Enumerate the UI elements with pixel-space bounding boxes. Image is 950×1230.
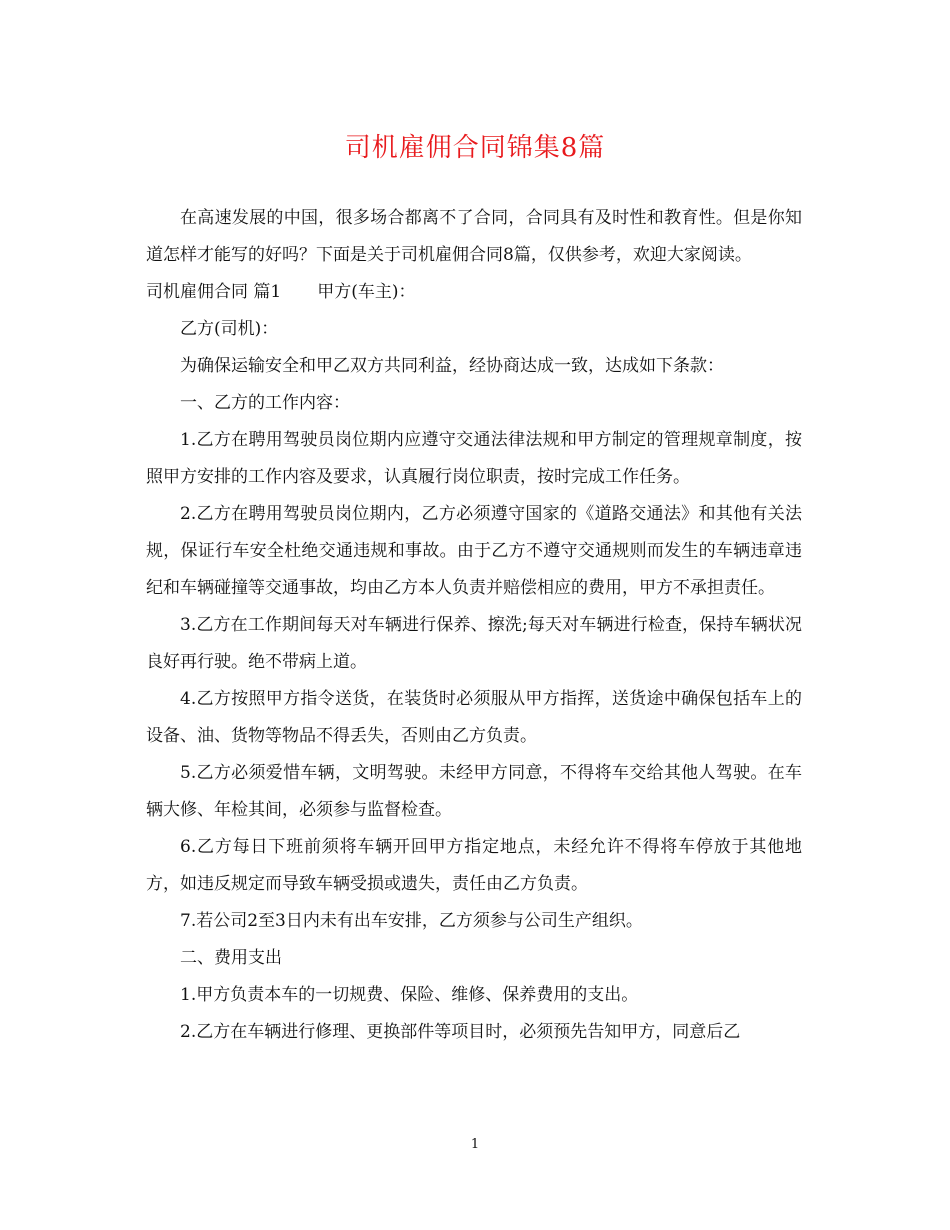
preamble-paragraph: 为确保运输安全和甲乙双方共同利益，经协商达成一致，达成如下条款： bbox=[180, 356, 724, 376]
part1-item: 5.乙方必须爱惜车辆，文明驾驶。未经甲方同意，不得将车交给其他人驾驶。在车辆大修、年检其间，必须参与监督检查。 bbox=[146, 763, 802, 820]
intro-paragraph: 在高速发展的中国，很多场合都离不了合同，合同具有及时性和教育性。但是你知道怎样才能写的好吗？下面是关于司机雇佣合同8篇，仅供参考，欢迎大家阅读。 bbox=[146, 208, 802, 265]
section-heading-line bbox=[146, 274, 802, 311]
page-number: 1 bbox=[470, 1137, 480, 1152]
part2-heading: 二、费用支出 bbox=[180, 948, 282, 968]
party-b-label: 乙方(司机)： bbox=[180, 319, 279, 339]
part1-item: 3.乙方在工作期间每天对车辆进行保养、擦洗;每天对车辆进行检查，保持车辆状况良好再行驶。绝不带病上道。 bbox=[146, 615, 802, 672]
section-heading: 司机雇佣合同 篇1 bbox=[146, 282, 282, 302]
part2-item: 1.甲方负责本车的一切规费、保险、维修、保养费用的支出。 bbox=[180, 985, 639, 1005]
party-a-label: 甲方(车主)： bbox=[317, 282, 416, 302]
part1-item: 4.乙方按照甲方指令送货，在装货时必须服从甲方指挥，送货途中确保包括车上的设备、油、货物等物品不得丢失，否则由乙方负责。 bbox=[146, 689, 802, 746]
document-body bbox=[146, 200, 802, 1051]
part2-item: 2.乙方在车辆进行修理、更换部件等项目时，必须预先告知甲方，同意后乙 bbox=[180, 1022, 741, 1042]
part1-item: 7.若公司2至3日内未有出车安排，乙方须参与公司生产组织。 bbox=[180, 911, 643, 931]
part1-item: 2.乙方在聘用驾驶员岗位期内，乙方必须遵守国家的《道路交通法》和其他有关法规，保证行车安全杜绝交通违规和事故。由于乙方不遵守交通规则而发生的车辆违章违纪和车辆碰撞等交通事故，均由乙方本人负责并赔偿相应的费用，甲方不承担责任。 bbox=[146, 504, 802, 598]
part1-item: 6.乙方每日下班前须将车辆开回甲方指定地点，未经允许不得将车停放于其他地方，如违反规定而导致车辆受损或遗失，责任由乙方负责。 bbox=[146, 837, 802, 894]
document-title: 司机雇佣合同锦集8篇 bbox=[344, 133, 606, 163]
part1-heading: 一、乙方的工作内容： bbox=[180, 393, 350, 413]
part1-item: 1.乙方在聘用驾驶员岗位期内应遵守交通法律法规和甲方制定的管理规章制度，按照甲方安排的工作内容及要求，认真履行岗位职责，按时完成工作任务。 bbox=[146, 430, 802, 487]
